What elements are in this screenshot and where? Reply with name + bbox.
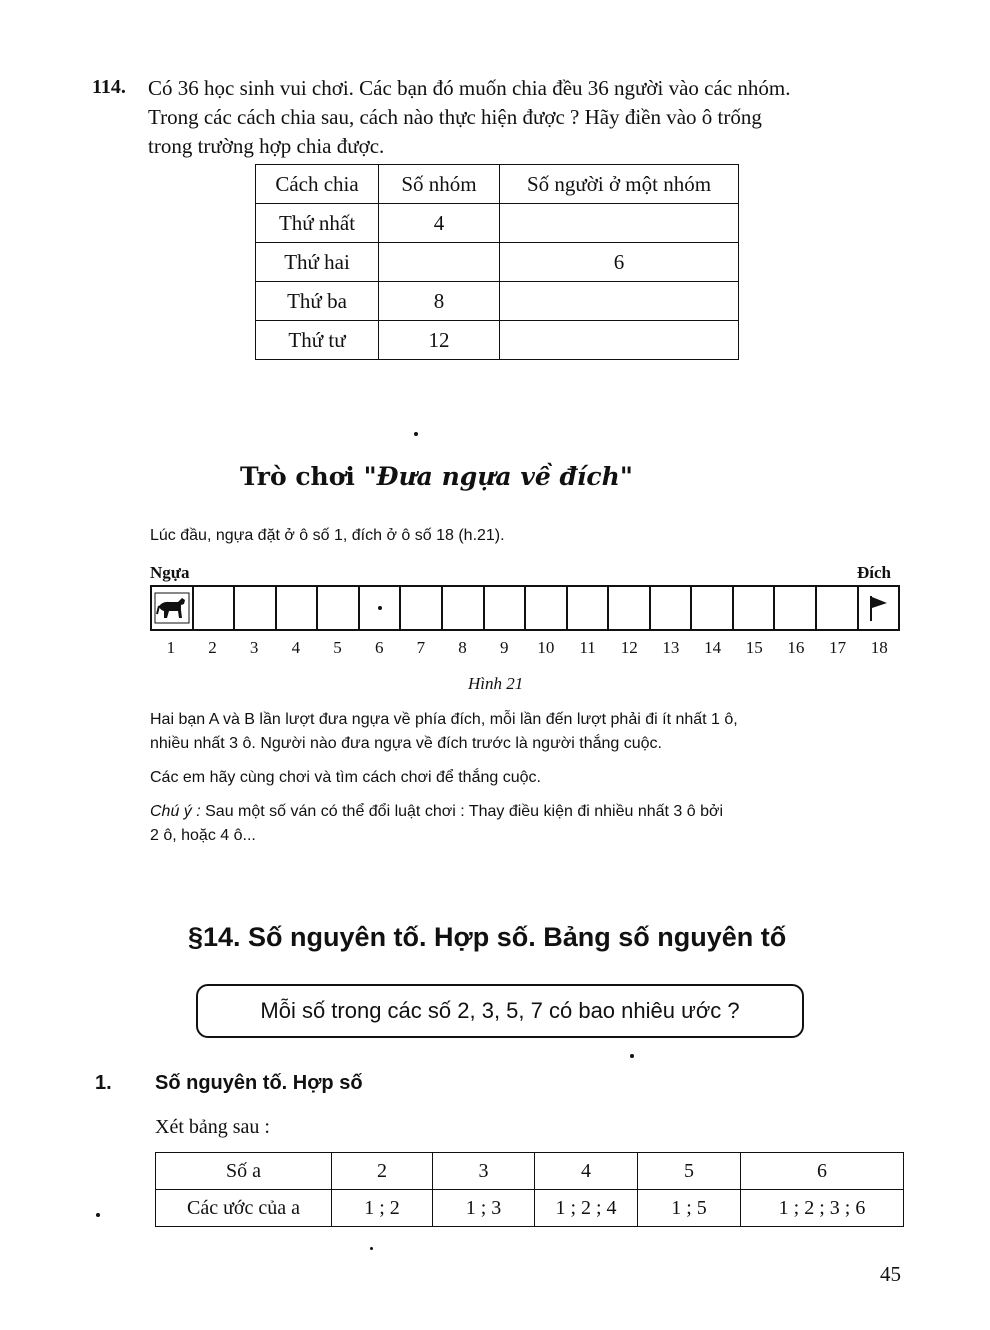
cell-number: 17 [829,638,847,657]
speck-dot [370,1247,373,1250]
cell-number: 11 [579,638,596,657]
exercise-line: trong trường hợp chia được. [148,134,385,158]
track-cell [692,587,734,629]
note-label: Chú ý : [150,803,201,820]
flag-icon [866,593,890,623]
grouping-table [255,164,739,360]
finish-label: Đích [857,563,891,582]
table-cell: 6 [500,243,739,282]
row-label: Các ước của a [156,1190,332,1227]
cell-number: 5 [333,638,342,657]
blank-answer-cell [379,243,500,282]
cell-number: 13 [662,638,680,657]
table-row [256,204,739,243]
table-row [256,243,739,282]
cell-number: 9 [499,638,509,657]
blank-answer-cell [500,204,739,243]
track-cell [401,587,443,629]
track-cell [318,587,360,629]
race-track [150,585,900,631]
table-cell: 6 [741,1153,904,1190]
question-text: Mỗi số trong các số 2, 3, 5, 7 có bao nhiêu ước ? [260,998,740,1023]
cell-number: 8 [458,638,467,657]
track-cell [775,587,817,629]
page-number: 45 [880,1262,901,1286]
table-cell: Thứ ba [256,282,379,321]
cell-number: 4 [291,638,301,657]
horse-icon [154,592,190,624]
cell-number: 18 [870,638,888,657]
track-cell [235,587,277,629]
subsection-title: Số nguyên tố. Hợp số [155,1072,363,1094]
track-cell [360,587,402,629]
table-cell: 2 [332,1153,433,1190]
cell-number: 1 [166,638,176,657]
cell-number: 12 [620,638,638,657]
table-row [156,1190,904,1227]
blank-answer-cell [500,321,739,360]
speck-dot [630,1054,634,1058]
track-cell [817,587,859,629]
track-cell [651,587,693,629]
track-cell [609,587,651,629]
cell-number: 7 [416,638,426,657]
game-play: Các em hãy cùng chơi và tìm cách chơi để thắng cuộc. [150,769,541,786]
table-cell: Thứ tư [256,321,379,360]
table-cell: 1 ; 2 [332,1190,433,1227]
exercise-number: 114. [92,76,126,98]
table-cell: 1 ; 5 [638,1190,741,1227]
track-cell [568,587,610,629]
table-intro: Xét bảng sau : [155,1116,270,1138]
cell-number: 16 [787,638,805,657]
cell-number: 15 [745,638,763,657]
table-cell: 3 [433,1153,535,1190]
track-cell [194,587,236,629]
blank-answer-cell [500,282,739,321]
exercise-line: Trong các cách chia sau, cách nào thực hiện được ? Hãy điền vào ô trống [148,105,762,129]
speck-dot [414,432,418,436]
game-note [150,800,902,848]
divisor-table [155,1152,904,1227]
cell-number: 2 [208,638,217,657]
cell-number: 14 [704,638,722,657]
rules-line: Hai bạn A và B lần lượt đưa ngựa về phía đích, mỗi lần đến lượt phải đi ít nhất 1 ô, [150,711,738,728]
track-cell [859,587,899,629]
cell-number: 10 [537,638,555,657]
table-cell: 8 [379,282,500,321]
table-cell: 4 [379,204,500,243]
rules-line: nhiều nhất 3 ô. Người nào đưa ngựa về đích trước là người thắng cuộc. [150,735,662,752]
table-row [156,1153,904,1190]
question-box [196,984,804,1038]
table-cell: 1 ; 2 ; 4 [535,1190,638,1227]
table-cell: 12 [379,321,500,360]
header-cell: Số nhóm [379,165,500,204]
exercise-text [148,74,900,161]
header-cell: Cách chia [256,165,379,204]
speck-dot [378,606,382,610]
header-cell: Số người ở một nhóm [500,165,739,204]
figure-caption: Hình 21 [468,674,524,693]
table-cell: 4 [535,1153,638,1190]
table-row [256,321,739,360]
table-row [256,282,739,321]
game-title-name: "Đưa ngựa về đích" [363,462,633,491]
cell-number: 6 [374,638,384,657]
game-rules [150,708,902,756]
track-cell [152,587,194,629]
table-header-row [256,165,739,204]
row-label: Số a [156,1153,332,1190]
horse-label: Ngựa [150,563,190,582]
subsection-number: 1. [95,1072,112,1094]
cell-number: 3 [249,638,259,657]
table-cell: Thứ hai [256,243,379,282]
game-title [240,462,633,491]
track-cell [734,587,776,629]
speck-dot [96,1213,100,1217]
game-title-prefix: Trò chơi [240,462,355,491]
exercise-line: Có 36 học sinh vui chơi. Các bạn đó muốn chia đều 36 người vào các nhóm. [148,76,791,100]
game-intro: Lúc đầu, ngựa đặt ở ô số 1, đích ở ô số 18 (h.21). [150,527,505,544]
table-cell: 1 ; 2 ; 3 ; 6 [741,1190,904,1227]
track-cell [277,587,319,629]
track-numbers [150,638,900,658]
section-title: §14. Số nguyên tố. Hợp số. Bảng số nguyên tố [188,922,787,952]
table-cell: Thứ nhất [256,204,379,243]
table-cell: 1 ; 3 [433,1190,535,1227]
table-cell: 5 [638,1153,741,1190]
track-cell [485,587,527,629]
note-text: 2 ô, hoặc 4 ô... [150,827,256,844]
track-cell [526,587,568,629]
track-cell [443,587,485,629]
note-text: Sau một số ván có thể đổi luật chơi : Thay điều kiện đi nhiều nhất 3 ô bởi [200,803,724,820]
